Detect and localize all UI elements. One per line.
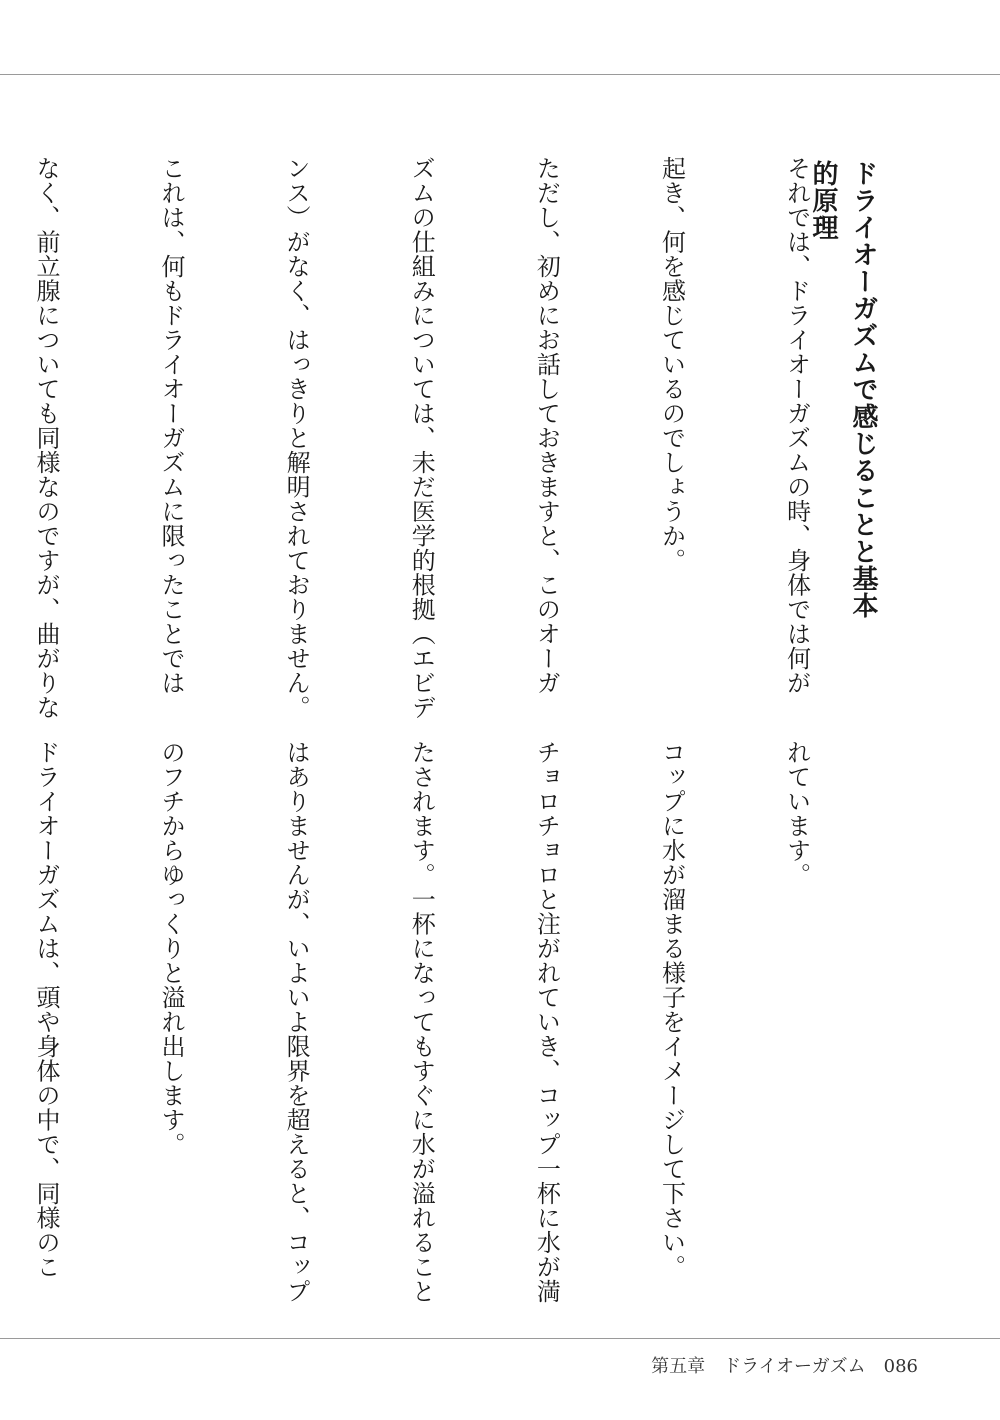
top-rule <box>0 74 1000 75</box>
text-line: チョロチョロと注がれていき、コップ一杯に水が満 <box>532 740 561 1304</box>
section-heading: ドライオーガズムで感じることと基本的原理 <box>808 160 878 619</box>
text-line: コップに水が溜まる様子をイメージして下さい。 <box>657 740 686 1279</box>
text-line: のフチからゆっくりと溢れ出します。 <box>157 740 186 1157</box>
text-line: れています。 <box>782 740 811 887</box>
page-number: 086 <box>883 1356 918 1377</box>
text-line: なく、前立腺についても同様なのですが、曲がりな <box>31 156 60 720</box>
text-line: たされます。一杯になってもすぐに水が溢れること <box>407 740 436 1304</box>
bottom-text-block <box>31 740 900 1330</box>
text-line: ただし、初めにお話しておきますと、このオーガ <box>532 156 561 695</box>
text-line: ズムの仕組みについては、未だ医学的根拠（エビデ <box>407 156 436 720</box>
text-line: ドライオーガズムは、頭や身体の中で、同様のこ <box>31 740 60 1279</box>
text-line: はありませんが、いよいよ限界を超えると、コップ <box>282 740 311 1304</box>
top-text-block <box>31 156 900 720</box>
text-line: これは、何もドライオーガズムに限ったことでは <box>157 156 186 695</box>
footer-section: ドライオーガズム <box>723 1356 866 1377</box>
text-line: ンス）がなく、はっきりと解明されておりません。 <box>282 156 311 720</box>
page-footer <box>651 1352 918 1378</box>
text-line: それでは、ドライオーガズムの時、身体では何が <box>782 156 811 695</box>
bottom-rule <box>0 1338 1000 1339</box>
footer-chapter: 第五章 <box>651 1356 706 1377</box>
text-line: 起き、何を感じているのでしょうか。 <box>657 156 686 573</box>
